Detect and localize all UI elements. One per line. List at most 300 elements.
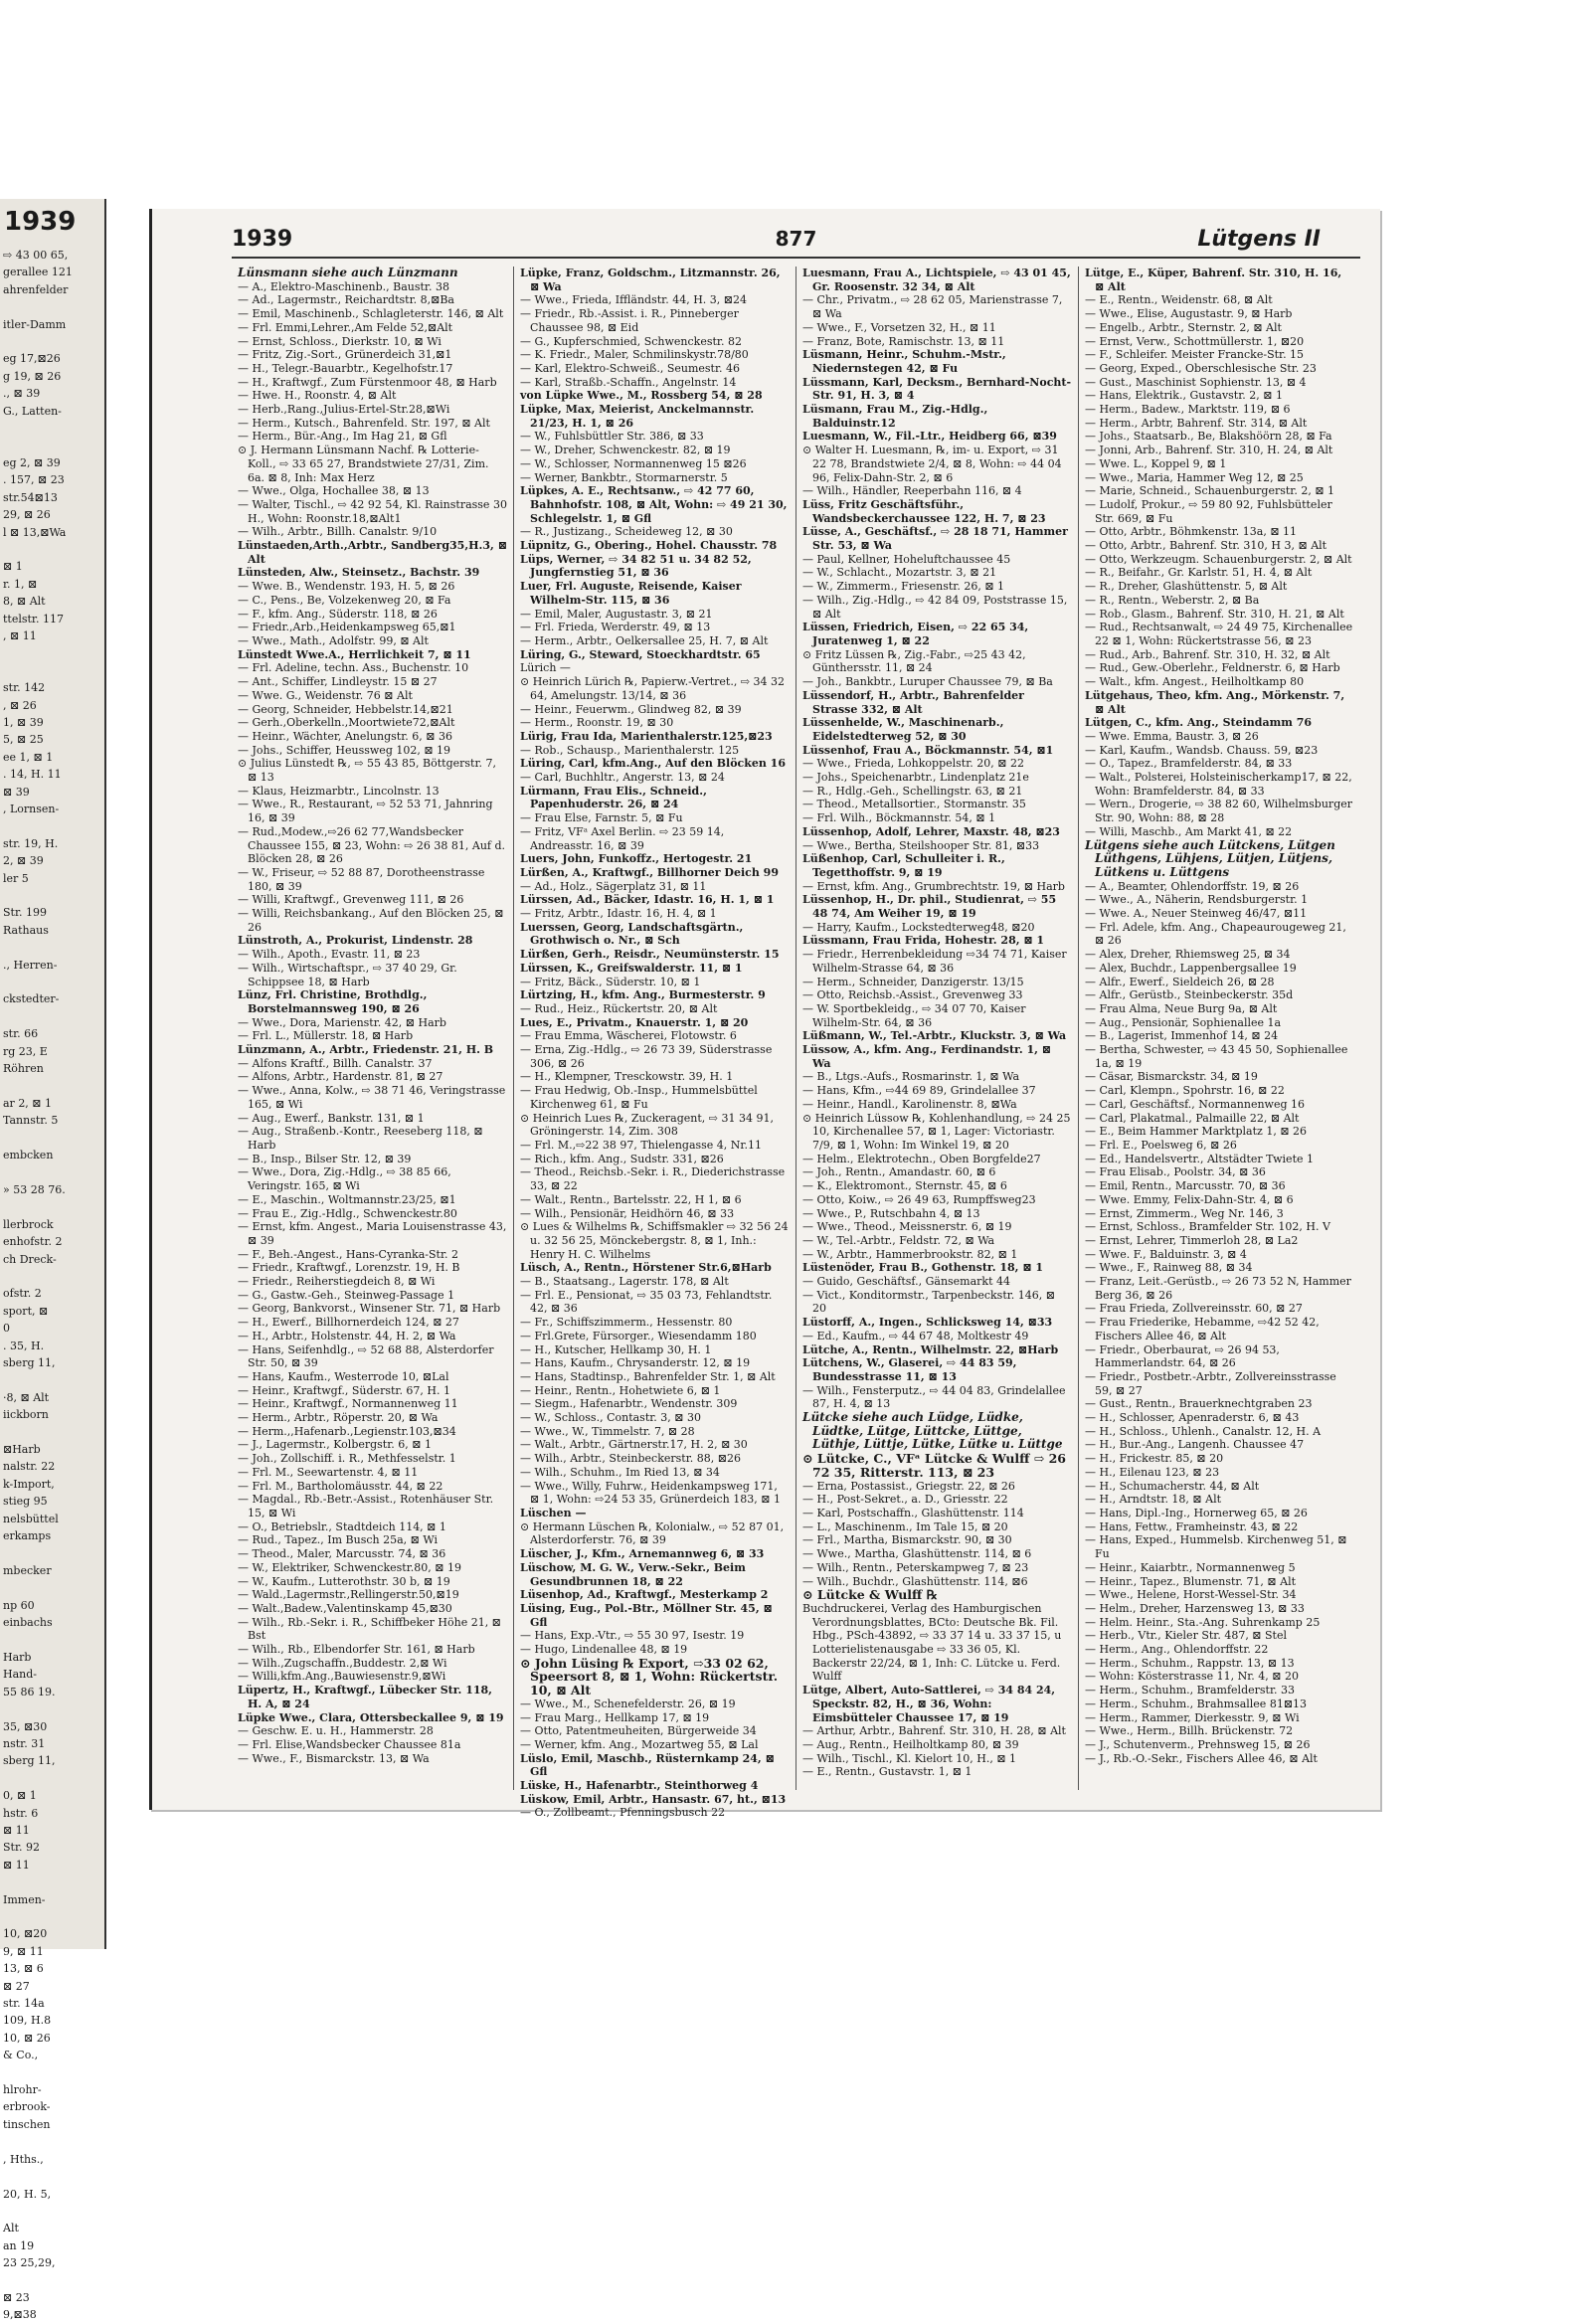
directory-entry: — Walt., Rentn., Bartelsstr. 22, H 1, ⊠ 6 <box>520 1192 742 1206</box>
directory-entry: — Emil, Maler, Augustastr. 3, ⊠ 21 <box>520 607 713 621</box>
directory-entry: — Alfons Kraftf., Billh. Canalstr. 37 <box>238 1056 433 1070</box>
adjacent-page-line <box>3 1008 104 1025</box>
directory-entry: — A., Elektro-Maschinenb., Baustr. 38 <box>238 279 449 293</box>
adjacent-page-line <box>3 541 104 558</box>
directory-entry: — Otto, Patentmeuheiten, Bürgerweide 34 <box>520 1724 757 1738</box>
directory-entry: Lüps, Werner, ⇨ 34 82 51 u. 34 82 52, Jungfernstieg 51, ⊠ 36 <box>520 552 752 580</box>
directory-entry: — Hans, Elektrik., Gustavstr. 2, ⊠ 1 <box>1085 389 1283 403</box>
directory-entry: — Friedr., Reiherstiegdeich 8, ⊠ Wi <box>238 1275 436 1289</box>
directory-entry: — Hwe. H., Roonstr. 4, ⊠ Alt <box>238 389 397 403</box>
directory-entry: — G., Gastw.-Geh., Steinweg-Passage 1 <box>238 1288 455 1302</box>
adjacent-page-line: Immen- <box>3 1892 46 1906</box>
directory-entry: — H., Bur.-Ang., Langenh. Chaussee 47 <box>1085 1438 1305 1452</box>
directory-entry: — Jonni, Arb., Bahrenf. Str. 310, H. 24, ⊠ Alt <box>1085 444 1333 457</box>
directory-entry: Lüpkes, A. E., Rechtsanw., ⇨ 42 77 60, Bahnhofstr. 108, ⊠ Alt, Wohn: ⇨ 49 21 30, Schlegelstr. 1, ⊠ Gfl <box>520 484 788 525</box>
directory-entry: ⊙ Lues & Wilhelms ℞, Schiffsmakler ⇨ 32 56 24 u. 32 56 25, Mönckebergstr. 8, ⊠ 1, Inh.: Henry H. C. Wilhelms <box>520 1220 789 1261</box>
directory-entry: — B., Insp., Bilser Str. 12, ⊠ 39 <box>238 1152 412 1165</box>
directory-entry: Lüssow, A., kfm. Ang., Ferdinandstr. 1, ⊠ Wa <box>802 1043 1052 1070</box>
adjacent-page-line: rg 23, E <box>3 1044 48 1058</box>
directory-entry: — E., Maschin., Woltmannstr.23/25, ⊠1 <box>238 1192 456 1206</box>
directory-entry: — Willi, Kraftwgf., Grevenweg 111, ⊠ 26 <box>238 893 464 907</box>
directory-entry: — Wwe., Math., Adolfstr. 99, ⊠ Alt <box>238 633 429 647</box>
directory-entry: — Rud., Tapez., Im Busch 25a, ⊠ Wi <box>238 1533 438 1547</box>
directory-entry: — Franz, Leit.-Gerüstb., ⇨ 26 73 52 N, Hammer Berg 36, ⊠ 26 <box>1085 1275 1351 1302</box>
page-header <box>232 223 1360 261</box>
cross-reference-entry: Lünsmann siehe auch Lünzmann <box>238 266 458 279</box>
directory-entry: — Wwe., Olga, Hochallee 38, ⊠ 13 <box>238 484 430 498</box>
directory-entry: ⊙ Hermann Lüschen ℞, Kolonialw., ⇨ 52 87 01, Alsterdorferstr. 76, ⊠ 39 <box>520 1520 785 1547</box>
directory-entry: — Wilh., Zig.-Hdlg., ⇨ 42 84 09, Poststrasse 15, ⊠ Alt <box>802 593 1068 621</box>
directory-entry: — Wilh., Pensionär, Heidhörn 46, ⊠ 33 <box>520 1206 735 1220</box>
adjacent-page-line: Str. 92 <box>3 1841 40 1855</box>
adjacent-page-line <box>3 1770 104 1787</box>
directory-entry: — Aug., Straßenb.-Kontr., Reeseberg 118, ⊠ Harb <box>238 1125 483 1152</box>
page-year: 1939 <box>232 227 293 252</box>
directory-entry: — Gerh.,Oberkelln.,Moortwiete72,⊠Alt <box>238 716 455 730</box>
directory-entry: Lüschen — <box>520 1506 587 1520</box>
directory-entry: Lüssenhop, Adolf, Lehrer, Maxstr. 48, ⊠23 <box>802 824 1060 838</box>
directory-entry: Lütgehaus, Theo, kfm. Ang., Mörkenstr. 7, ⊠ Alt <box>1085 688 1345 716</box>
directory-page <box>149 209 1380 1820</box>
directory-entry: — Herm., Arbtr, Bahrenf. Str. 314, ⊠ Alt <box>1085 416 1308 430</box>
directory-entry: — Wwe. L., Koppel 9, ⊠ 1 <box>1085 456 1227 470</box>
directory-entry: — G., Kupferschmied, Schwenckestr. 82 <box>520 334 742 348</box>
directory-entry: — Otto, Koiw., ⇨ 26 49 63, Rumpffsweg23 <box>802 1192 1036 1206</box>
directory-entry: — Otto, Werkzeugm. Schauenburgerstr. 2, ⊠ Alt <box>1085 552 1352 566</box>
directory-entry: — Arthur, Arbtr., Bahrenf. Str. 310, H. 28, ⊠ Alt <box>802 1724 1066 1738</box>
directory-entry: — Rud.,Modew.,⇨26 62 77,Wandsbecker Chaussee 155, ⊠ 23, Wohn: ⇨ 26 38 81, Auf d. Blöcken 28, ⊠ 26 <box>238 824 506 866</box>
directory-entry: — Siegm., Hafenarbtr., Wendenstr. 309 <box>520 1397 738 1411</box>
directory-entry: Luerssen, Georg, Landschaftsgärtn., Grothwisch o. Nr., ⊠ Sch <box>520 920 744 948</box>
adjacent-page-line: , Hths., <box>3 2152 44 2166</box>
directory-entry: — Wald.,Lagermstr.,Rellingerstr.50,⊠19 <box>238 1588 459 1602</box>
directory-entry: Luesmann, Frau A., Lichtspiele, ⇨ 43 01 45, Gr. Roosenstr. 32 34, ⊠ Alt <box>802 267 1071 293</box>
directory-entry: — Erna, Postassist., Griegstr. 22, ⊠ 26 <box>802 1479 1015 1493</box>
directory-entry: Lüskow, Emil, Arbtr., Hansastr. 67, ht., ⊠13 <box>520 1792 787 1806</box>
directory-entry: — Wwe., F., Bismarckstr. 13, ⊠ Wa <box>238 1751 430 1765</box>
directory-entry: — Wilh., Rb.-Sekr. i. R., Schiffbeker Höhe 21, ⊠ Bst <box>238 1615 501 1643</box>
directory-entry: — Frl. Wilh., Böckmannstr. 54, ⊠ 1 <box>802 811 996 825</box>
directory-entry: — Georg, Bankvorst., Winsener Str. 71, ⊠ Harb <box>238 1302 501 1316</box>
adjacent-page-line <box>3 887 104 904</box>
directory-entry: Lues, E., Privatm., Knauerstr. 1, ⊠ 20 <box>520 1015 749 1029</box>
adjacent-page-line: , Lornsen- <box>3 803 60 815</box>
adjacent-page-line: hstr. 6 <box>3 1806 39 1820</box>
adjacent-page-line <box>3 2272 104 2289</box>
directory-entry: — Aug., Ewerf., Bankstr. 131, ⊠ 1 <box>238 1111 425 1125</box>
adjacent-page-line: eg 2, ⊠ 39 <box>3 455 61 469</box>
directory-entry: — Frau Elisab., Poolstr. 34, ⊠ 36 <box>1085 1165 1266 1179</box>
adjacent-page-line: Harb <box>3 1650 32 1664</box>
directory-entry: — Friedr., Postbetr.-Arbtr., Zollvereinsstrasse 59, ⊠ 27 <box>1085 1369 1336 1397</box>
directory-entry: — Hans, Kaufm., Chrysanderstr. 12, ⊠ 19 <box>520 1356 751 1370</box>
adjacent-page-line: k-Import, <box>3 1477 55 1491</box>
adjacent-page-line: ttelstr. 117 <box>3 612 64 626</box>
directory-entry: — Rud., Gew.-Oberlehr., Feldnerstr. 6, ⊠ Harb <box>1085 661 1340 675</box>
directory-entry: — Engelb., Arbtr., Sternstr. 2, ⊠ Alt <box>1085 320 1282 334</box>
adjacent-page-line <box>3 1198 104 1215</box>
adjacent-page-line: stieg 95 <box>3 1495 48 1509</box>
adjacent-page-line <box>3 939 104 956</box>
adjacent-page-line: str. 14a <box>3 1997 45 2011</box>
directory-entry: — Wwe. F., Balduinstr. 3, ⊠ 4 <box>1085 1247 1247 1261</box>
directory-entry: — Frau E., Zig.-Hdlg., Schwenckestr.80 <box>238 1206 457 1220</box>
directory-entry: — Chr., Privatm., ⇨ 28 62 05, Marienstrasse 7, ⊠ Wa <box>802 293 1063 321</box>
directory-entry: von Lüpke Wwe., M., Rossberg 54, ⊠ 28 <box>520 389 763 403</box>
directory-entry: — Hans, Dipl.-Ing., Hornerweg 65, ⊠ 26 <box>1085 1506 1308 1520</box>
directory-entry: — Heinr., Tapez., Blumenstr. 71, ⊠ Alt <box>1085 1574 1297 1588</box>
directory-entry: — Emil, Maschinenb., Schlagleterstr. 146, ⊠ Alt <box>238 307 504 321</box>
adjacent-page-line: Röhren <box>3 1062 44 1076</box>
adjacent-page-line: ar 2, ⊠ 1 <box>3 1096 53 1110</box>
running-head: Lütgens II <box>1197 227 1321 252</box>
directory-entry: — Wwe., Bertha, Steilshooper Str. 81, ⊠33 <box>802 838 1040 852</box>
directory-entry: — Frau Else, Farnstr. 5, ⊠ Fu <box>520 811 683 825</box>
adjacent-page-line: enhofstr. 2 <box>3 1235 63 1249</box>
directory-entry: — Hans, Fettw., Framheinstr. 43, ⊠ 22 <box>1085 1520 1299 1533</box>
adjacent-page-line <box>3 644 104 661</box>
directory-entry: Lünsteden, Alw., Steinsetz., Bachstr. 39 <box>238 566 480 580</box>
adjacent-page-line: g 19, ⊠ 26 <box>3 369 62 383</box>
directory-entry: — Johs., Speichenarbtr., Lindenplatz 21e <box>802 771 1029 785</box>
directory-entry: — Frau Alma, Neue Burg 9a, ⊠ Alt <box>1085 1001 1278 1015</box>
directory-entry: Lüsmann, Heinr., Schuhm.-Mstr., Niedernstegen 42, ⊠ Fu <box>802 348 1006 375</box>
directory-entry: — Wwe., Theod., Meissnerstr. 6, ⊠ 19 <box>802 1220 1012 1234</box>
directory-entry: — Hans, Exped., Hummelsb. Kirchenweg 51, ⊠ Fu <box>1085 1533 1347 1561</box>
directory-entry: Luesmann, W., Fil.-Ltr., Heidberg 66, ⊠39 <box>802 430 1057 444</box>
adjacent-page-line: 20, H. 5, <box>3 2187 52 2201</box>
directory-entry: Lüske, H., Hafenarbtr., Steinthorweg 4 <box>520 1779 759 1793</box>
directory-entry: — Fritz, ⅤFᵃ Axel Berlin. ⇨ 23 59 14, Andreasstr. 16, ⊠ 39 <box>520 824 725 852</box>
directory-entry: Lüss, Fritz Geschäftsführ., Wandsbeckerchaussee 122, H. 7, ⊠ 23 <box>802 497 1046 525</box>
adjacent-page-line: , ⊠ 26 <box>3 698 37 712</box>
directory-entry: Lüssenhelde, W., Maschinenarb., Eidelstedterweg 52, ⊠ 30 <box>802 716 1004 743</box>
directory-entry: — Ad., Lagermstr., Reichardtstr. 8,⊠Ba <box>238 293 454 307</box>
directory-entry: — Ernst, Schloss., Dierkstr. 10, ⊠ Wi <box>238 334 442 348</box>
directory-entry: — H., Arbtr., Holstenstr. 44, H. 2, ⊠ Wa <box>238 1329 456 1342</box>
directory-entry: — Helm., Dreher, Harzensweg 13, ⊠ 33 <box>1085 1601 1305 1615</box>
directory-entry: — Hans, Kfm., ⇨44 69 89, Grindelallee 37 <box>802 1084 1036 1098</box>
directory-entry: — Aug., Pensionär, Sophienallee 1a <box>1085 1015 1282 1029</box>
adjacent-page-line: ch Dreck- <box>3 1252 57 1266</box>
directory-entry: — H., Kutscher, Hellkamp 30, H. 1 <box>520 1342 712 1356</box>
adjacent-page-line: ler 5 <box>3 871 29 885</box>
directory-entry: — B., Staatsang., Lagerstr. 178, ⊠ Alt <box>520 1275 729 1289</box>
directory-entry: — Guido, Geschäftsf., Gänsemarkt 44 <box>802 1275 1011 1289</box>
advertised-entry: ⊙ Lütcke, C., ⅤFᵃ Lütcke & Wulff ⇨ 26 72 35, Ritterstr. 113, ⊠ 23 <box>802 1451 1067 1480</box>
adjacent-page-line: erbrook- <box>3 2100 51 2114</box>
directory-entry: — Rob., Schausp., Marienthalerstr. 125 <box>520 743 740 757</box>
directory-entry: — Herm., Schneider, Danzigerstr. 13/15 <box>802 975 1024 988</box>
directory-entry: Lürig, Frau Ida, Marienthalerstr.125,⊠23 <box>520 729 773 743</box>
directory-entry: — Harry, Kaufm., Lockstedterweg48, ⊠20 <box>802 920 1035 934</box>
adjacent-page-line: ahrenfelder <box>3 282 69 296</box>
directory-entry: — Werner, Bankbtr., Stormarnerstr. 5 <box>520 470 728 484</box>
directory-entry: — H., Schumacherstr. 44, ⊠ Alt <box>1085 1479 1260 1493</box>
adjacent-page-line <box>3 1579 104 1596</box>
adjacent-page-line: sport, ⊠ <box>3 1304 49 1318</box>
directory-entry: — Wwe., Frieda, Lohkoppelstr. 20, ⊠ 22 <box>802 757 1024 771</box>
directory-entry: — Werner, kfm. Ang., Mozartweg 55, ⊠ Lal <box>520 1737 759 1751</box>
directory-entry: — W. Sportbekleidg., ⇨ 34 07 70, Kaiser Wilhelm-Str. 64, ⊠ 36 <box>802 1001 1026 1029</box>
directory-entry: — Franz, Bote, Ramischstr. 13, ⊠ 11 <box>802 334 1005 348</box>
adjacent-page-line: tinschen <box>3 2117 51 2131</box>
directory-entry: — Ernst, Verw., Schottmüllerstr. 1, ⊠20 <box>1085 334 1305 348</box>
directory-entry: — J., Schutenverm., Prehnsweg 15, ⊠ 26 <box>1085 1737 1311 1751</box>
directory-entry: — Otto, Reichsb.-Assist., Grevenweg 33 <box>802 988 1023 1002</box>
directory-entry: — O., Zollbeamt., Pfenningsbusch 22 <box>520 1806 726 1820</box>
directory-entry: — A., Beamter, Ohlendorffstr. 19, ⊠ 26 <box>1085 879 1300 893</box>
directory-entry: — Friedr., Oberbaurat, ⇨ 26 94 53, Hammerlandstr. 64, ⊠ 26 <box>1085 1342 1280 1370</box>
adjacent-page-line: G., Latten- <box>3 404 62 418</box>
adjacent-page-line: & Co., <box>3 2049 39 2062</box>
adjacent-page-line <box>3 1632 104 1649</box>
directory-entry: — Frau Frieda, Zollvereinsstr. 60, ⊠ 27 <box>1085 1302 1303 1316</box>
directory-entry: — Rich., kfm. Ang., Sudstr. 331, ⊠26 <box>520 1152 724 1165</box>
directory-entry: — Frl. Emmi,Lehrer.,Am Felde 52,⊠Alt <box>238 320 453 334</box>
adjacent-page-line: erkamps <box>3 1529 52 1543</box>
adjacent-page-line: iickborn <box>3 1408 49 1422</box>
directory-entry: — Frl. M., Seewartenstr. 4, ⊠ 11 <box>238 1465 419 1479</box>
directory-entry: — Herb.,Rang.,Julius-Ertel-Str.28,⊠Wi <box>238 403 450 417</box>
directory-entry: — Frl. E., Poelsweg 6, ⊠ 26 <box>1085 1139 1237 1152</box>
directory-entry: Lüschow, M. G. W., Verw.-Sekr., Beim Gesundbrunnen 18, ⊠ 22 <box>520 1560 746 1588</box>
directory-entry: — Wwe., A., Näherin, Rendsburgerstr. 1 <box>1085 893 1309 907</box>
directory-entry: Lüstenöder, Frau B., Gothenstr. 18, ⊠ 1 <box>802 1261 1044 1275</box>
directory-entry: — Wilh., Tischl., Kl. Kielort 10, H., ⊠ 1 <box>802 1751 1017 1765</box>
directory-entry: — Ludolf, Prokur., ⇨ 59 80 92, Fuhlsbütteler Str. 669, ⊠ Fu <box>1085 497 1332 525</box>
directory-entry: — H., Frickestr. 85, ⊠ 20 <box>1085 1452 1224 1466</box>
adjacent-page-line: ⊠ 11 <box>3 1823 30 1837</box>
adjacent-page-line <box>3 1908 104 1925</box>
directory-entry: — Marie, Schneid., Schauenburgerstr. 2, ⊠ 1 <box>1085 484 1335 498</box>
directory-entry: — H., Kraftwgf., Zum Fürstenmoor 48, ⊠ Harb <box>238 375 497 389</box>
directory-entry: — Wwe., P., Rutschbahn 4, ⊠ 13 <box>802 1206 980 1220</box>
adjacent-page-line: ⊠ 11 <box>3 1858 30 1872</box>
adjacent-page-line: ckstedter- <box>3 992 60 1006</box>
directory-entry: — Karl, Postschaffn., Glashüttenstr. 114 <box>802 1506 1024 1520</box>
directory-entry: — Rob., Glasm., Bahrenf. Str. 310, H. 21, ⊠ Alt <box>1085 607 1344 621</box>
directory-entry: — Heinr., Feuerwm., Glindweg 82, ⊠ 39 <box>520 702 742 716</box>
directory-entry: ⊙ Heinrich Lues ℞, Zuckeragent, ⇨ 31 34 91, Gröningerstr. 14, Zim. 308 <box>520 1111 774 1139</box>
directory-entry: — Wwe., W., Timmelstr. 7, ⊠ 28 <box>520 1424 695 1438</box>
directory-entry: — Wwe., Anna, Kolw., ⇨ 38 71 46, Veringstrasse 165, ⊠ Wi <box>238 1084 506 1111</box>
directory-entry: — Wwe., F., Rainweg 88, ⊠ 34 <box>1085 1261 1253 1275</box>
directory-entry: Lüssmann, Frau Frida, Hohestr. 28, ⊠ 1 <box>802 934 1045 948</box>
directory-entry: — Frl. Adele, kfm. Ang., Chapeaurougeweg 21, ⊠ 26 <box>1085 920 1346 948</box>
directory-entry: — Heinr., Kraftwgf., Süderstr. 67, H. 1 <box>238 1383 451 1397</box>
adjacent-page-line: ⊠Harb <box>3 1443 41 1457</box>
adjacent-page-line <box>3 1424 104 1441</box>
directory-entry: Lüssendorf, H., Arbtr., Bahrenfelder Strasse 332, ⊠ Alt <box>802 688 1024 716</box>
directory-entry: — Alex, Dreher, Rhiemsweg 25, ⊠ 34 <box>1085 948 1291 962</box>
adjacent-page-line: Hand- <box>3 1668 37 1682</box>
directory-entry: — Herm., Schuhm., Bramfelderstr. 33 <box>1085 1684 1295 1698</box>
directory-entry: Lüring, Carl, kfm.Ang., Auf den Blöcken 16 <box>520 757 786 771</box>
directory-entry: — Walt., kfm. Angest., Heilholtkamp 80 <box>1085 675 1305 689</box>
directory-entry: — H., Eilenau 123, ⊠ 23 <box>1085 1465 1220 1479</box>
adjacent-page-line <box>3 974 104 990</box>
directory-entry: Lürßen, Gerh., Reisdr., Neumünsterstr. 15 <box>520 948 780 962</box>
directory-entry: — Ernst, Zimmerm., Weg Nr. 146, 3 <box>1085 1206 1284 1220</box>
adjacent-page-line <box>3 437 104 453</box>
adjacent-page-line: 35, ⊠30 <box>3 1719 48 1733</box>
directory-entry: — H., Post-Sekret., a. D., Griesstr. 22 <box>802 1493 1008 1507</box>
directory-entry: — Fr., Schiffszimmerm., Hessenstr. 80 <box>520 1316 733 1330</box>
adjacent-page-line: 0, ⊠ 1 <box>3 1789 37 1803</box>
directory-entry: — Joh., Zollschiff. i. R., Methfesselstr. 1 <box>238 1452 456 1466</box>
adjacent-page-line <box>3 1874 104 1890</box>
directory-entry: — Wwe., Elise, Augustastr. 9, ⊠ Harb <box>1085 307 1293 321</box>
directory-entry: — Theod., Maler, Marcusstr. 74, ⊠ 36 <box>238 1547 446 1561</box>
directory-entry: — Otto, Arbtr., Bahrenf. Str. 310, H 3, ⊠ Alt <box>1085 539 1327 553</box>
adjacent-page-line <box>3 1130 104 1147</box>
directory-entry: — Helm., Elektrotechn., Oben Borgfelde27 <box>802 1152 1041 1165</box>
directory-entry: — Wwe., Dora, Zig.-Hdlg., ⇨ 38 85 66, Veringstr. 165, ⊠ Wi <box>238 1165 451 1193</box>
directory-entry: — Wilh., Apoth., Evastr. 11, ⊠ 23 <box>238 948 421 962</box>
directory-entry: — Frau Hedwig, Ob.-Insp., Hummelsbüttel Kirchenweg 61, ⊠ Fu <box>520 1084 758 1111</box>
directory-entry: — Frl. M.,⇨22 38 97, Thielengasse 4, Nr.11 <box>520 1139 762 1152</box>
adjacent-page-line: sberg 11, <box>3 1754 56 1768</box>
directory-entry: — Herm., Kutsch., Bahrenfeld. Str. 197, ⊠ Alt <box>238 416 490 430</box>
directory-entry: Lüpke, Franz, Goldschm., Litzmannstr. 26, ⊠ Wa <box>520 267 781 293</box>
directory-entry: — Heinr., Kraftwgf., Normannenweg 11 <box>238 1397 458 1411</box>
adjacent-page-line <box>3 2133 104 2150</box>
column-3 <box>796 267 1079 1790</box>
directory-entry: — Wilh., Arbtr., Billh. Canalstr. 9/10 <box>238 525 438 539</box>
directory-entry: — Carl, Klempn., Spohrstr. 16, ⊠ 22 <box>1085 1084 1285 1098</box>
adjacent-page-line: ofstr. 2 <box>3 1287 42 1301</box>
directory-entry: — Vict., Konditormstr., Tarpenbeckstr. 146, ⊠ 20 <box>802 1288 1055 1316</box>
directory-entry: — Wwe., R., Restaurant, ⇨ 52 53 71, Jahnring 16, ⊠ 39 <box>238 798 493 825</box>
directory-entry: — Wwe., M., Schenefelderstr. 26, ⊠ 19 <box>520 1697 736 1710</box>
directory-entry: — Willi, Reichsbankang., Auf den Blöcken 25, ⊠ 26 <box>238 907 504 934</box>
directory-entry: — Fritz, Bäck., Süderstr. 10, ⊠ 1 <box>520 975 701 988</box>
directory-entry: — Hans, Seifenhdlg., ⇨ 52 68 88, Alsterdorfer Str. 50, ⊠ 39 <box>238 1342 494 1370</box>
directory-entry: — Carl, Geschäftsf., Normannenweg 16 <box>1085 1097 1306 1111</box>
directory-entry: — Herm., Ang., Ohlendorffstr. 22 <box>1085 1643 1269 1657</box>
adjacent-page-line: gerallee 121 <box>3 266 73 279</box>
adjacent-page-line: 55 86 19. <box>3 1685 56 1698</box>
adjacent-page-line: 9, ⊠ 11 <box>3 1944 44 1958</box>
directory-entry: ⊙ Julius Lünstedt ℞, ⇨ 55 43 85, Böttgerstr. 7, ⊠ 13 <box>238 757 496 785</box>
directory-entry: — Ernst, Lehrer, Timmerloh 28, ⊠ La2 <box>1085 1233 1299 1247</box>
directory-entry: — W., Fuhlsbüttler Str. 386, ⊠ 33 <box>520 430 704 444</box>
column-1 <box>232 267 514 1790</box>
adjacent-page-line: 9,⊠38 <box>3 2308 37 2322</box>
directory-entry: — Karl, Straßb.-Schaffn., Angelnstr. 14 <box>520 375 737 389</box>
adjacent-page-line: 0 <box>3 1322 10 1336</box>
directory-entry: — W., Friseur, ⇨ 52 88 87, Dorotheenstrasse 180, ⊠ 39 <box>238 865 485 893</box>
directory-entry: — Wwe. A., Neuer Steinweg 46/47, ⊠11 <box>1085 907 1308 921</box>
adjacent-page-line <box>3 298 104 315</box>
directory-entry: — Wilh., Buchdr., Glashüttenstr. 114, ⊠6 <box>802 1574 1028 1588</box>
directory-entry: — Theod., Reichsb.-Sekr. i. R., Diederichstrasse 33, ⊠ 22 <box>520 1165 786 1193</box>
directory-entry: — W., Kaufm., Lutterothstr. 30 b, ⊠ 19 <box>238 1574 450 1588</box>
adjacent-page-line: 109, H.8 <box>3 2014 52 2028</box>
directory-entry: ⊙ Heinrich Lürich ℞, Papierw.-Vertret., ⇨ 34 32 64, Amelungstr. 13/14, ⊠ 36 <box>520 675 786 702</box>
directory-entry: — R., Hdlg.-Geh., Schellingstr. 63, ⊠ 21 <box>802 784 1023 798</box>
directory-entry: Lüring, G., Steward, Stoeckhardtstr. 65 <box>520 647 761 661</box>
directory-entry: Lünz, Frl. Christine, Brothdlg., Borstelmannsweg 190, ⊠ 26 <box>238 988 428 1015</box>
directory-entry: — Heinr., Rentn., Hohetwiete 6, ⊠ 1 <box>520 1383 721 1397</box>
directory-entry: — Herm., Arbtr., Röperstr. 20, ⊠ Wa <box>238 1411 439 1425</box>
directory-entry: — Alex, Buchdr., Lappenbergsallee 19 <box>1085 961 1297 975</box>
cross-reference-entry: Lütgens siehe auch Lütckens, Lütgen Lüthgens, Lühjens, Lütjen, Lütjens, Lütkens u. Lüttgens <box>1085 837 1335 879</box>
directory-entry: Lüsing, Eug., Pol.-Btr., Möllner Str. 45, ⊠ Gfl <box>520 1601 773 1629</box>
directory-entry: — Frau Marg., Hellkamp 17, ⊠ 19 <box>520 1710 710 1724</box>
directory-entry: — Theod., Metallsortier., Stormanstr. 35 <box>802 798 1026 811</box>
directory-entry: — Frl. E., Pensionat, ⇨ 35 03 73, Fehlandtstr. 42, ⊠ 36 <box>520 1288 773 1316</box>
adjacent-page-line <box>3 420 104 437</box>
adjacent-page-line: r. 1, ⊠ <box>3 577 38 591</box>
directory-entry: Lüpke Wwe., Clara, Ottersbeckallee 9, ⊠ 19 <box>238 1710 504 1724</box>
adjacent-page-line: str. 19, H. <box>3 836 59 850</box>
directory-entry: Lüssmann, Karl, Decksm., Bernhard-Nocht-Str. 91, H. 3, ⊠ 4 <box>802 375 1072 403</box>
directory-entry: — Wilh., Fensterputz., ⇨ 44 04 83, Grindelallee 87, H. 4, ⊠ 13 <box>802 1383 1066 1411</box>
directory-entry: — Magdal., Rb.-Betr.-Assist., Rotenhäuser Str. 15, ⊠ Wi <box>238 1493 494 1520</box>
directory-entry: — Alfr., Gerüstb., Steinbeckerstr. 35d <box>1085 988 1294 1002</box>
directory-entry: Lüscher, J., Kfm., Arnemannweg 6, ⊠ 33 <box>520 1547 765 1561</box>
directory-entry: — F., Beh.-Angest., Hans-Cyranka-Str. 2 <box>238 1247 458 1261</box>
adjacent-page-line: str. 66 <box>3 1027 39 1041</box>
directory-entry: Lütgen, C., kfm. Ang., Steindamm 76 <box>1085 716 1313 730</box>
directory-entry: — Wilh., Händler, Reeperbahn 116, ⊠ 4 <box>802 484 1022 498</box>
directory-entry: — Ernst, kfm. Angest., Maria Louisenstrasse 43, ⊠ 39 <box>238 1220 507 1247</box>
adjacent-page-line: . 35, H. <box>3 1339 45 1352</box>
directory-entry: — Herm., Schuhm., Rappstr. 13, ⊠ 13 <box>1085 1656 1295 1670</box>
adjacent-page-line: np 60 <box>3 1598 35 1612</box>
adjacent-page-line: llerbrock <box>3 1217 54 1231</box>
adjacent-page-line: itler-Damm <box>3 317 67 331</box>
directory-entry: — Friedr.,Arb.,Heidenkampsweg 65,⊠1 <box>238 621 456 634</box>
directory-entry: — W., Dreher, Schwenckestr. 82, ⊠ 19 <box>520 444 731 457</box>
adjacent-page-line: 1, ⊠ 39 <box>3 715 44 729</box>
adjacent-page-line <box>3 2064 104 2081</box>
directory-entry: Lürssen, Ad., Bäcker, Idastr. 16, H. 1, ⊠ 1 <box>520 893 775 907</box>
adjacent-page-text <box>0 247 104 2324</box>
directory-entry: — Klaus, Heizmarbtr., Lincolnstr. 13 <box>238 784 440 798</box>
adjacent-page-line: nalstr. 22 <box>3 1460 56 1474</box>
adjacent-page-line: Rathaus <box>3 923 49 937</box>
adjacent-page-line <box>3 1078 104 1095</box>
directory-entry: — W., Schlacht., Mozartstr. 3, ⊠ 21 <box>802 566 997 580</box>
cross-reference-entry: Lütcke siehe auch Lüdge, Lüdke, Lüdtke, Lütge, Lüttcke, Lüttge, Lüthje, Lüttje, Lütke, Lütke u. Lüttge <box>802 1410 1063 1452</box>
directory-entry: — Walt., Arbtr., Gärtnerstr.17, H. 2, ⊠ 30 <box>520 1438 748 1452</box>
adjacent-page-line: str.54⊠13 <box>3 490 58 504</box>
directory-entry: — E., Rentn., Gustavstr. 1, ⊠ 1 <box>802 1765 972 1779</box>
directory-entry: Lüstorff, A., Ingen., Schlicksweg 14, ⊠33 <box>802 1316 1053 1330</box>
directory-entry: — Hans, Stadtinsp., Bahrenfelder Str. 1, ⊠ Alt <box>520 1369 776 1383</box>
directory-entry: — Wwe., Dora, Marienstr. 42, ⊠ Harb <box>238 1015 446 1029</box>
adjacent-page-line: hlrohr- <box>3 2083 42 2097</box>
adjacent-page-line: einbachs <box>3 1616 53 1630</box>
directory-entry: — Johs., Schiffer, Heussweg 102, ⊠ 19 <box>238 743 451 757</box>
directory-entry: — Georg, Schneider, Hebbelstr.14,⊠21 <box>238 702 453 716</box>
adjacent-page-line: ⊠ 1 <box>3 560 23 574</box>
directory-entry: Luers, John, Funkoffz., Hertogestr. 21 <box>520 852 753 866</box>
directory-entry: Lüsmann, Frau M., Zig.-Hdlg., Balduinstr.12 <box>802 403 988 430</box>
directory-entry: — Wwe. Emma, Baustr. 3, ⊠ 26 <box>1085 729 1259 743</box>
directory-entry: — Rud., Arb., Bahrenf. Str. 310, H. 32, ⊠ Alt <box>1085 647 1330 661</box>
adjacent-page-line: 13, ⊠ 6 <box>3 1962 44 1976</box>
directory-entry: — O., Tapez., Bramfelderstr. 84, ⊠ 33 <box>1085 757 1293 771</box>
directory-entry: — Wwe., Frieda, Iffländstr. 44, H. 3, ⊠24 <box>520 293 747 307</box>
directory-entry: — Wilh., Wirtschaftspr., ⇨ 37 40 29, Gr. Schippsee 18, ⊠ Harb <box>238 961 457 988</box>
adjacent-page-line: nelsbüttel <box>3 1512 59 1525</box>
directory-entry: — W., Schlosser, Normannenweg 15 ⊠26 <box>520 456 747 470</box>
page-number: 877 <box>775 227 817 251</box>
